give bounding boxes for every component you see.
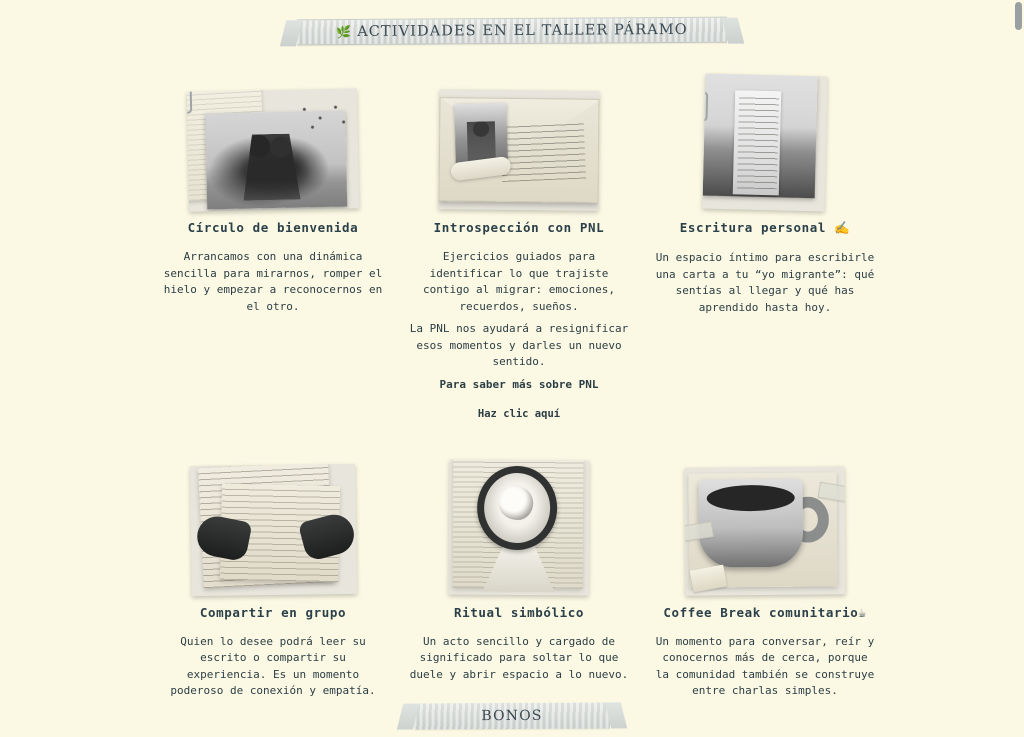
activity-body xyxy=(648,634,882,700)
activity-card-coffee-break-comunitario xyxy=(642,445,888,706)
paperclip-icon xyxy=(187,88,192,114)
header-banner xyxy=(297,17,727,46)
leaf-icon: 🌿 xyxy=(336,24,352,40)
birds-speckles xyxy=(299,102,352,133)
activity-image-introspeccion-con-pnl xyxy=(402,60,636,210)
activity-body xyxy=(648,250,882,316)
header-banner-area xyxy=(0,18,1024,44)
coffee-cup xyxy=(699,478,804,567)
activity-title: Introspección con PNL xyxy=(433,220,605,235)
handwriting-lines xyxy=(500,123,586,182)
collage-hands-manuscript xyxy=(190,464,357,596)
page-title: ACTIVIDADES EN EL TALLER PÁRAMO xyxy=(357,21,688,40)
activity-paragraph: Un acto sencillo y cargado de significado para soltar lo que duele y abrir espacio a lo nuevo. xyxy=(409,634,629,681)
activity-paragraph: Un momento para conversar, reír y conocernos más de cerca, porque la comunidad también se construye entre charlas simples. xyxy=(655,634,875,698)
activity-paragraph: Arrancamos con una dinámica sencilla para mirarnos, romper el hielo y empezar a reconocernos en el otro. xyxy=(163,250,383,313)
activity-title: Ritual simbólico xyxy=(453,604,584,620)
activity-card-ritual-simbolico xyxy=(396,445,642,706)
activity-paragraph: Un espacio íntimo para escribirle una carta a tu “yo migrante”: qué sentías al llegar y qué has aprendido hasta hoy. xyxy=(655,251,875,314)
activity-image-circulo-de-bienvenida xyxy=(156,60,390,210)
activity-image-compartir-en-grupo xyxy=(156,445,390,595)
bonos-title: BONOS xyxy=(481,707,543,725)
activity-image-ritual-simbolico xyxy=(402,445,636,595)
activity-title: Escritura personal ✍️ xyxy=(679,220,851,235)
activity-image-coffee-break-comunitario xyxy=(648,445,882,595)
activity-subtitle: Para saber más sobre PNL xyxy=(439,377,599,391)
activity-card-circulo-de-bienvenida xyxy=(150,60,396,423)
collage-couple-beach xyxy=(187,88,359,212)
activity-title: Círculo de bienvenida xyxy=(187,220,359,235)
activities-grid xyxy=(150,60,890,706)
activity-title: Coffee Break comunitario☕ xyxy=(663,604,867,620)
activity-card-introspeccion-con-pnl xyxy=(396,60,642,423)
collage-figure-letter xyxy=(702,74,827,212)
collage-envelope-letters xyxy=(438,89,599,211)
activity-paragraph: La PNL nos ayudará a resignificar esos momentos y darles un nuevo sentido. xyxy=(409,322,629,368)
collage-mirror-heart xyxy=(449,459,590,595)
activity-card-escritura-personal xyxy=(642,60,888,423)
handwriting-lines xyxy=(737,96,779,189)
collage-coffee-cup xyxy=(684,466,845,595)
activity-body xyxy=(402,634,636,684)
heart-icon xyxy=(499,486,533,520)
activity-paragraph: Ejercicios guiados para identificar lo que trajiste contigo al migrar: emociones, recuerdos, sueños. xyxy=(422,250,616,313)
bonos-banner xyxy=(414,702,610,729)
activity-paragraph: Quien lo desee podrá leer su escrito o compartir su experiencia. Es un momento poderoso de conexión y empatía. xyxy=(170,634,376,698)
activity-card-compartir-en-grupo xyxy=(150,445,396,706)
activity-title: Compartir en grupo xyxy=(199,604,347,620)
bonos-banner-area xyxy=(0,703,1024,729)
pnl-more-info-link[interactable]: Haz clic aquí xyxy=(477,408,561,420)
activity-body xyxy=(156,249,390,315)
activity-body xyxy=(156,634,390,700)
activity-body xyxy=(402,249,636,423)
paperclip-icon xyxy=(702,91,708,121)
page-scrollbar[interactable] xyxy=(1012,0,1024,737)
activity-image-escritura-personal xyxy=(648,60,882,210)
